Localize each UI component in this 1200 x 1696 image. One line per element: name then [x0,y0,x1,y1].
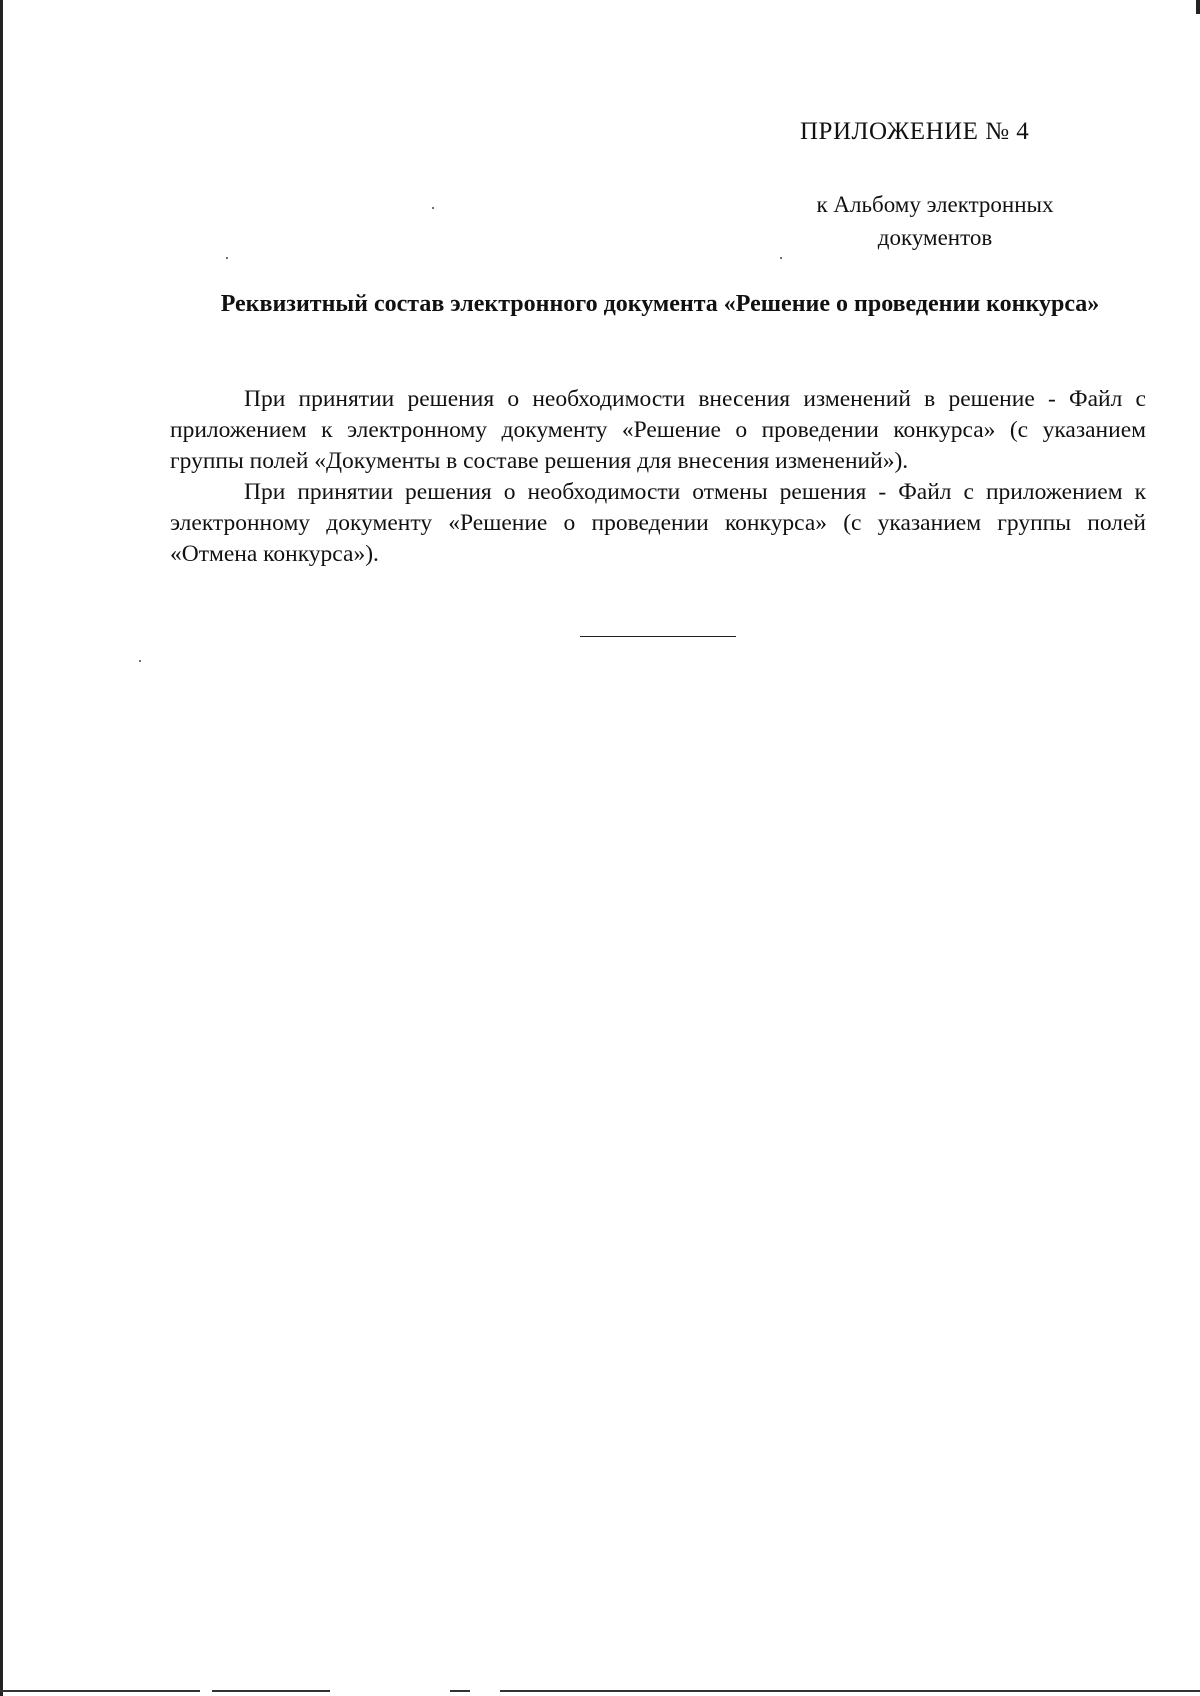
appendix-subtitle [760,188,1110,254]
scan-speck [139,660,141,662]
scan-bottom-edge [0,1690,1200,1692]
document-heading: Реквизитный состав электронного документа «Решение о проведении конкурса» [220,291,1100,317]
scan-speck [432,207,434,209]
scan-speck [780,257,782,259]
appendix-subtitle-line: документов [877,225,993,250]
scan-edge [0,0,3,1696]
document-body [170,384,1146,570]
body-paragraph: При принятии решения о необходимости отмены решения - Файл с приложением к электронному документу «Решение о проведении конкурса» (с указанием группы полей «Отмена конкурса»). [170,479,1146,567]
body-paragraph: При принятии решения о необходимости внесения изменений в решение - Файл с приложением к электронному документу «Решение о проведении конкурса» (с указанием группы полей «Документы в составе решения для внесения изменений»). [170,386,1146,474]
scan-speck [226,257,228,259]
appendix-title: ПРИЛОЖЕНИЕ № 4 [800,118,1030,145]
scan-mark [1196,0,1200,14]
appendix-subtitle-line: к Альбому электронных [816,192,1054,217]
end-separator-line [580,636,736,637]
